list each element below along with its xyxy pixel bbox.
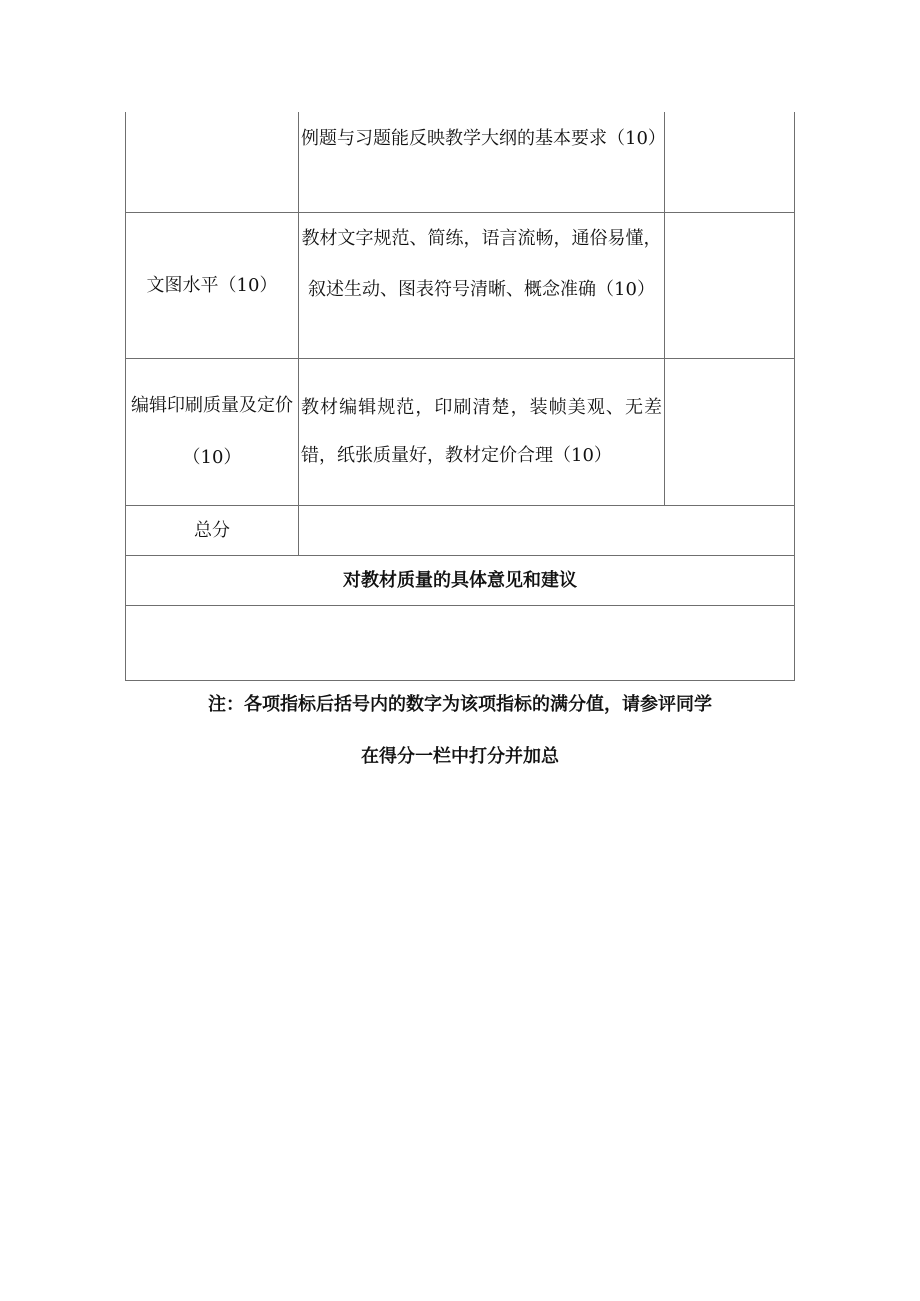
table-row-suggestions-header [125,556,795,606]
category-text: 文图水平（10） [146,274,278,296]
category-cell [125,112,298,212]
score-cell[interactable] [664,213,795,358]
category-cell [125,359,298,505]
total-value-cell[interactable] [298,506,795,555]
note-line-1: 注：各项指标后括号内的数字为该项指标的满分值，请参评同学 [208,694,712,715]
criteria-cell [298,112,664,212]
suggestions-header: 对教材质量的具体意见和建议 [343,569,577,591]
criteria-cell [298,213,664,358]
suggestions-header-cell [125,556,795,605]
note-line-2: 在得分一栏中打分并加总 [361,746,559,767]
score-cell[interactable] [664,359,795,505]
table-row-total [125,506,795,556]
total-label: 总分 [194,519,230,541]
table-row-text-figure [125,213,795,359]
table-row-editing-printing [125,359,795,506]
table-row-example-exercises [125,112,795,213]
criteria-text: 教材文字规范、简练，语言流畅，通俗易懂，叙述生动、图表符号清晰、概念准确（10） [301,228,662,300]
score-cell[interactable] [664,112,795,212]
evaluation-table [125,112,795,681]
suggestions-content-cell[interactable] [125,606,795,680]
table-row-suggestions-content [125,606,795,681]
criteria-text: 教材编辑规范，印刷清楚，装帧美观、无差错，纸张质量好，教材定价合理（10） [301,397,662,466]
criteria-text: 例题与习题能反映教学大纲的基本要求（10） [301,128,666,149]
criteria-cell [298,359,664,505]
total-label-cell [125,506,298,555]
category-text: 编辑印刷质量及定价（10） [131,395,293,468]
category-cell [125,213,298,358]
